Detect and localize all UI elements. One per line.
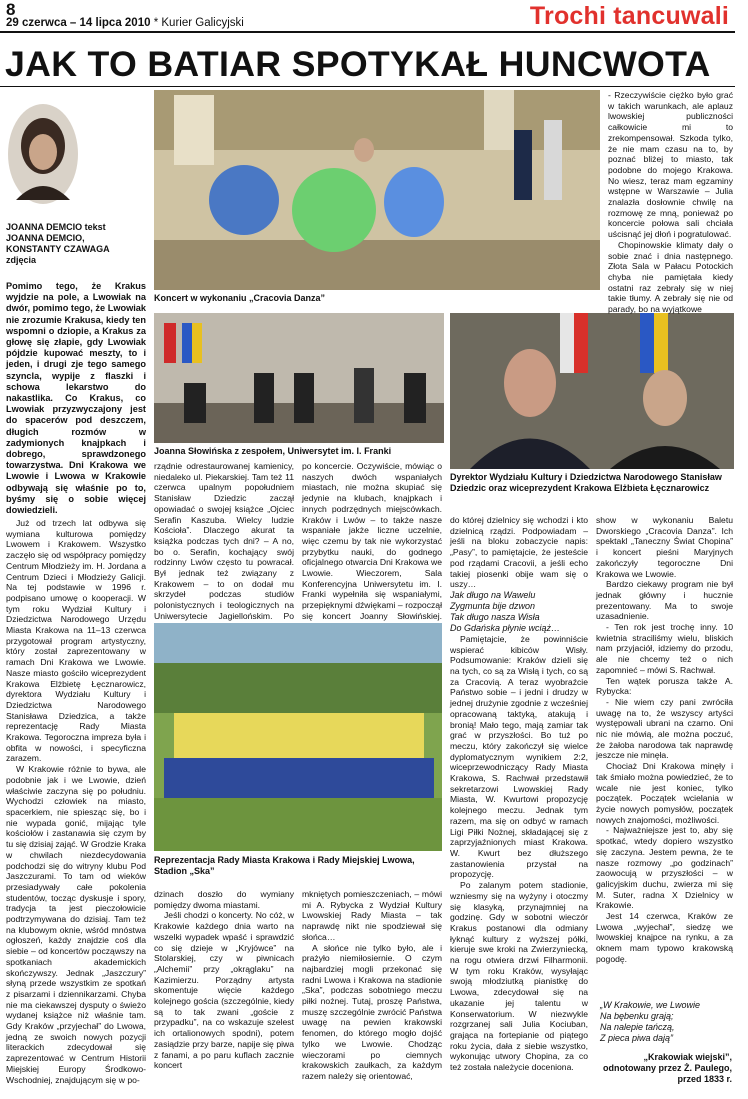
photo-dance-concert (154, 90, 600, 290)
caption-photo3: Dyrektor Wydziału Kultury i Dziedzictwa Narodowego Stanisław Dziedzic oraz wiceprezydent Krakowa Elżbieta Łęcznarowicz (450, 472, 722, 493)
column-3-top: po koncercie. Oczywiście, mówiąc o naszych dwóch wspaniałych miastach, nie można skupiać się jedynie na klubach, knajpkach i innych podrzędnych miejscówkach. Kraków i Lwów – to także nasze wspaniałe jakże liczne uczelnie, więc czemu by tak nie wykorzystać przybytku nauki, do godnego oficjalnego otwarcia Dni Krakowa we Lwowie. Wieczorem, Sala Konferencyjna Uniwersytetu im. I. Franki wypełniła się wspaniałymi, przepięknymi dźwiękami – rozpoczął się koncert Joanny Słowińskiej. (302, 461, 442, 621)
column-5: show w wykonaniu Baletu Dworskiego „Cracovia Danza”. Ich spektakl „Taneczny Świat Chopina” i koncert pieśni Maryjnych zakończyły tegoroczne Dni Krakowa we Lwowie. Bardzo ciekawy program nie był jednak główny i hucznie prezentowany. Ma to swoje uzasadnienie. - Ten rok jest trochę inny. 10 kwietnia straciliśmy wielu, bliskich nam przyjaciół, idziemy do przodu, ale nie chcemy też o nich zapomnieć – mówi S. Rachwał. Ten wątek porusza także A. Rybycka: - Nie wiem czy pani zwróciła uwagę na to, że wszyscy artyści występowali ubrani na czarno. Oni nic nie mówią, ale można poczuć, że żałoba narodowa tak naprawdę jeszcze nie minęła. Chociaż Dni Krakowa minęły i tak śmiało można powiedzieć, że to wcale nie jest koniec, tylko początek. Początek wcielania w życie nowych pomysłów, początek nowych znajomości, możliwości. - Najważniejsze jest to, aby się spotkać, wtedy dopiero wszystko się zaczyna. Jestem pewna, że te nasze rozmowy „po godzinach” zaowocują w przyszłości – w galicyjskim duchu, zwierza mi się M. Suter, radna X Dzielnicy w Krakowie. Jest 14 czerwca, Kraków ze Lwowa „wyjechał”, siedzę we lwowskiej knajpce na rynku, a za oknem mam typowo krakowską pogodę. (596, 515, 733, 964)
poem-source: „Krakowiak wiejski”, odnotowany przez Ż. Paulego, przed 1833 r. (602, 1052, 732, 1084)
header-rule (0, 31, 735, 33)
issue-date: 29 czerwca – 14 lipca 2010 * Kurier Galicyjski (6, 17, 244, 29)
headline-rule (0, 86, 735, 87)
paper-name: Kurier Galicyjski (161, 17, 244, 29)
photo-band (154, 313, 444, 443)
column-3-bottom: mkniętych pomieszczeniach, – mówi mi A. Rybycka z Wydział Kultury Lwowskiej Rady Miasta – tak naprawdę nikt nie spodziewał się słońca… A słońce nie tylko było, ale i prażyło niemiłosiernie. O czym najbardziej mogli przekonać się radni Lwowa i Krakowa na stadionie „Ska”, podczas sobotniego meczu piłki nożnej. Tutaj, proszę Państwa, muszę szczególnie zwrócić Państwa uwagę na pewien krakowski fenomen, do którego mogło dojść tylko we Lwowie. Chodząc wieczorami po ciemnych krakowskich zaułkach, za każdym razem należy się orientować, (302, 889, 442, 1081)
page-number: 8 (6, 0, 16, 19)
author-portrait (6, 100, 80, 208)
photo-football-team (154, 623, 442, 851)
column-4-top: - Rzeczywiście ciężko było grać w takich warunkach, ale aplauz lwowskiej publiczności całkowicie mi to zrekompensował. Szkoda tylko, że nie mam czasu na to, by poznać bliżej to miasto, tak podobne do mojego Krakowa. No wiesz, teraz mam egzaminy wstępne w Warszawie – Julia znalazła dosłownie chwilę na rozmowę ze mną, ponieważ po koncercie połowa sali chciała uścisnąć jej dłoń i pogratulować. Chopinowskie klimaty dały o sobie znać i dnia następnego. Złota Sala w Pałacu Potockich chyba nie pamiętała kiedy ostatni raz zebrały się w niej takie tłumy. A zebrały się nie od parady, bo na wyjątkowe (608, 90, 733, 315)
column-4: do której dzielnicy się wchodzi i kto dzielnicą rządzi. Podpowiadam – jeśli na bloku zobaczycie napis: „Pasy”, to pamiętajcie, że jesteście pod rządami Cracovii, a jeśli echo takiej piosenki obije wam się o uszy… Jak długo na Wawelu Zygmunta bije dzwon Tak długo nasza Wisła Do Gdańska płynie wciąż… Pamiętajcie, że powinniście wspierać kibiców Wisły. Podsumowanie: Kraków dzieli się na tych, co są za Wisłą i tych, co są za Cracovią. A teraz wyobraźcie Państwo sobie – i jedni i drudzy w jednej drużynie zgodnie z wcześniej opracowaną taktyką, atakują i bronią! Mało tego, mają zamiar tak grać w przyszłości. Bo tuż po meczu, który zakończył się wielce dyplomatycznym wynikiem 2:2, wiceprzewodniczący Rady Miasta Krakowa, S. Rachwał przedstawił sekretarzowi Lwowskiej Rady Miasta, W. Kwurtowi propozycję kolejnego meczu. Jednak tym razem, ma się on odbyć w ramach Ligi Piłki Nożnej, składającej się z zaprzyjaźnionych miast Krakowa. W. Kwurt bez dłuższego zastanowienia przystał na propozycję. Po zalanym potem stadionie, wzniesmy się na wyżyny i otoczmy się klasyką, przynajmniej na godzinę. Gdy w sobotni wieczór Krakus postanowi dla odmiany łyknąć kultury z wyższej półki, kieruje swe kroki na Zwierzyniecką, na rogu otwiera drzwi Filharmonii. W tym roku Kraków, wysyłając swoją młodziutką pianistkę do Lwowa, zdecydował się na ukazanie jej talentu w Konserwatorium. W niezwykle rozgrzanej sali Julia Kociuban, grająca na fortepianie od piątego roku życia, dała z siebie wszystko, wykonując utwory Chopina, za co też została należycie doceniona. (450, 515, 588, 1073)
caption-photo1: Koncert w wykonaniu „Cracovia Danza” (154, 293, 326, 303)
headline: JAK TO BATIAR SPOTYKAŁ HUNCWOTA (5, 45, 711, 84)
section-title: Trochi tancuwali (529, 2, 729, 30)
caption-photo4: Reprezentacja Rady Miasta Krakowa i Rady Miejskiej Lwowa, Stadion „Ska” (154, 855, 415, 876)
byline: JOANNA DEMCIO tekst JOANNA DEMCIO, KONSTANTY CZAWAGA zdjęcia (6, 222, 110, 265)
lead-paragraph: Pomimo tego, że Krakus wyjdzie na pole, a Lwowiak na dwór, pomimo tego, że Lwowiak nie zrozumie Krakusa, kiedy ten wspomni o dziopie, a Krakus za głowę się złapie, gdy Lwowiak pójdzie kupować meszty, to i jeden, i drugi zje tego samego szyncla, wypije z flaszki i schowa lekarstwo do nakastlika. Co Krakus, co Lwowiak przyzwyczajony jest do spacerów pod deszczem, długich rozmów w zadymionych knajpkach i dobrego, sprawdzonego towarzystwa. Dni Krakowa we Lwowie i Lwowa w Krakowie odbywają się właśnie po to, byśmy się o sobie więcej dowiedzieli. (6, 281, 146, 516)
column-2-top: rządnie odrestaurowanej kamienicy, niedaleko ul. Piekarskiej. Tam też 11 czerwca upalnym popołudniem Stanisław Dziedzic zaczął opowiadać o swojej książce „Ojciec Serafin Kaszuba. Wielcy ludzie Kościoła”. Dlaczego akurat ta książka podczas tych dni? – A no, bo o. Serafin, kochający swój rodzinny Lwów często tu powracał. Był jednak też związany z Krakowem – to on dodał mu skrzydeł podczas studiów polonistycznych i teologicznych na Uniwersytecie Jagiellońskim. Po (154, 461, 294, 621)
column-2-bottom: dzinach doszło do wymiany pomiędzy dwoma miastami. Jeśli chodzi o koncerty. No cóż, w Krakowie każdego dnia warto na wszelki wypadek wpaść i sprawdzić co się dzieje w „Kryjówce” na Stolarskiej, czy w piwnicach „Alchemii” przy „okrąglaku” na Kazimierzu. Porządny artysta skomentuje więcie każdego kolejnego gościa (szczególnie, kiedy są to tak zwani „goście z przypadku”, na co wskazuje szelest ich ortalionowych spodni), potem zasiądzie przy barze, napije się piwa z fanami, a po paru kuflach zacznie koncert (154, 889, 294, 1071)
photo-officials (450, 313, 734, 469)
column-1: Już od trzech lat odbywa się wymiana kulturowa pomiędzy Lwowem i Krakowem. Wszystko zaczęło się od współpracy pomiędzy Centrum Młodzieży im. H. Jordana a Centrum Dzieci i Młodzieży Galicji. Na tej podstawie w 1996 r. podpisano umowę o kooperacji. W tym roku Wydział Kultury i Dziedzictwa Narodowego Urzędu Miasta Krakowa na 11–13 czerwca przygotował program artystyczny, który został zaprezentowany w ramach Dni Krakowa we Lwowie. Nasze miasto gościło wiceprezydent Krakowa Elżbietę Łęcznarowicz, dyrektora Wydziału Kultury i Dziedzictwa Narodowego Stanisława Dziedzica, a także reprezentację Rady Miasta Krakowa. Tegoroczna impreza była i obfita w nowości, i specyficzna zarazem. W Krakowie różnie to bywa, ale podobnie jak i we Lwowie, dzień właściwie zaczyna się po południu. Wychodzi człowiek na miasto, spacerkiem, nie spiesząc się, bo i nie wypada gonić, mijając tyle kościołów i zastanawia się czym by tu się dzisiaj zająć. W Grodzie Kraka w chwilach niezdecydowania podchodzi się do witryny klubu Pod Jaszczurami. To tam od wieków przesiadywały całe pokolenia studentów, tocząc dyskusje i spory, tradycja ta jest pieczołowicie podtrzymywana do dzisiaj. Tam też na klubowym oknie, wśród mnóstwa ogłoszeń, każdy znajdzie coś dla siebie – od koncertów począwszy na spotkaniach akademickich skończywszy. Jednak „Jaszczury” słyną przede wszystkim ze spotkań z pisarzami i dziennikarzami. Chyba nie ma ciekawszej dysputy o świeżo wydanej książce niż właśnie tam. Gdy Kraków „przyjechał” do Lwowa, jedną ze swoich nowych pozycji literackich zdecydował się zaprezentować w Centrum Historii Miejskiej Europy Środkowo-Wschodniej, znajdującym się w po- (6, 518, 146, 1085)
caption-photo2: Joanna Słowińska z zespołem, Uniwersytet im. I. Franki (154, 446, 392, 456)
poem-krakowiak: „W Krakowie, we Lwowie Na bębenku grają; Na nalepie tańczą, Z pieca piwa dają” (600, 1000, 701, 1043)
poem-wisla: Jak długo na Wawelu Zygmunta bije dzwon Tak długo nasza Wisła Do Gdańska płynie wciąż… (450, 589, 561, 633)
